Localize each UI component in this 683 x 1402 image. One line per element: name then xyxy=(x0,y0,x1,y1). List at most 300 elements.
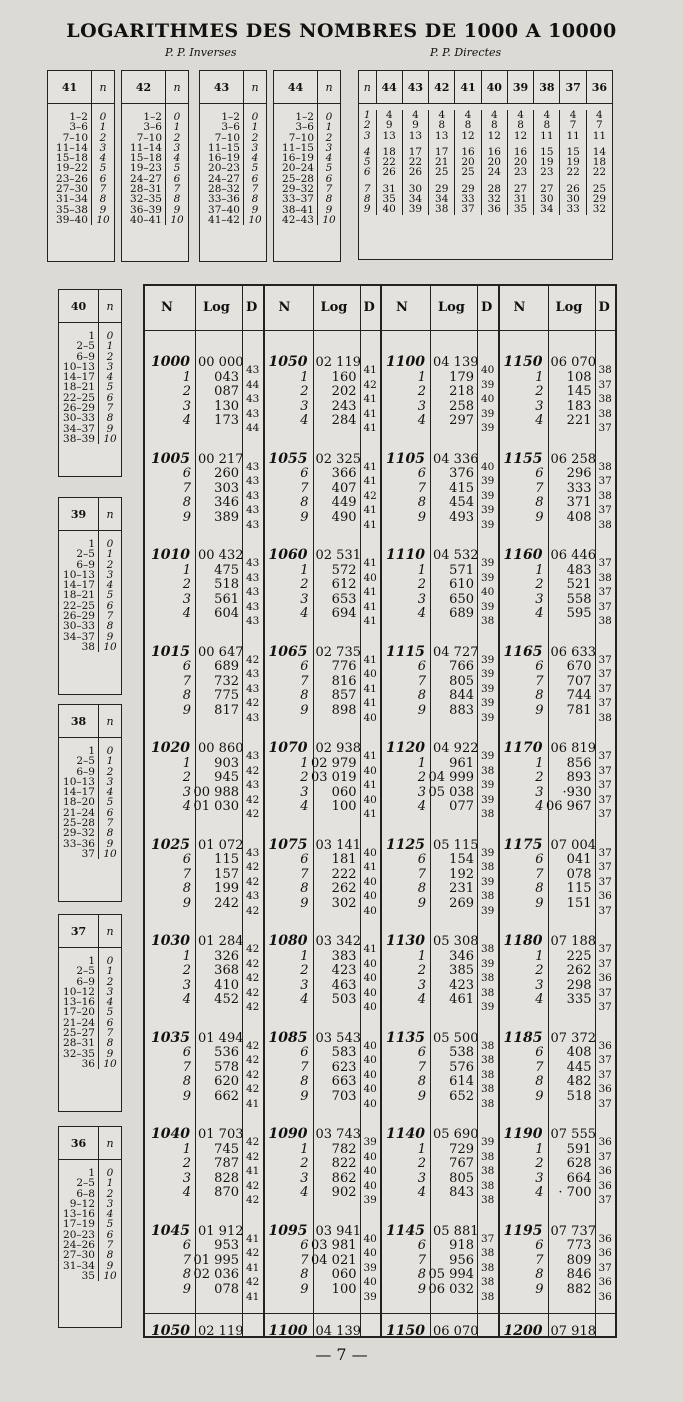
row-log: 284 xyxy=(331,413,357,428)
row-digit: 7 xyxy=(535,1252,544,1268)
diff-value: 41 xyxy=(363,653,377,666)
n-cell: 3 xyxy=(166,143,189,153)
direct-cell: 36 xyxy=(481,204,507,214)
row-log: 703 xyxy=(331,1088,357,1104)
row-digit: 3 xyxy=(417,398,426,414)
diff-value: 36 xyxy=(598,1083,612,1095)
last-log: 07 918 xyxy=(550,1324,596,1339)
header-log: Log xyxy=(438,300,465,315)
diff-value: 41 xyxy=(363,407,377,420)
range-cell: 35–38 xyxy=(56,203,88,216)
row-log: 303 xyxy=(214,480,239,496)
row-log: 269 xyxy=(449,895,474,911)
diff-value: 40 xyxy=(481,364,495,376)
group-head-log: 04 532 xyxy=(433,548,479,563)
row-digit: 3 xyxy=(182,784,191,800)
diff-value: 39 xyxy=(481,653,495,666)
row-digit: 1 xyxy=(300,562,309,578)
direct-cell: 8 xyxy=(363,193,371,206)
diff-value: 43 xyxy=(246,364,260,376)
range-cell: 38–39 xyxy=(63,432,95,445)
n-cell: 5 xyxy=(99,1219,122,1229)
box-n-label: n xyxy=(99,915,122,948)
row-digit: 6 xyxy=(182,852,191,867)
row-digit: 4 xyxy=(417,606,426,621)
range-cell: 27–30 xyxy=(56,183,88,196)
direct-cell: 4 xyxy=(402,110,428,120)
row-digit: 2 xyxy=(182,963,191,978)
direct-cell: 35 xyxy=(507,204,533,214)
n-cell: 4 xyxy=(99,997,122,1007)
diff-value: 44 xyxy=(246,378,260,391)
diff-value: 37 xyxy=(598,1097,612,1110)
direct-cell: 16 xyxy=(455,141,481,157)
row-digit: 8 xyxy=(417,495,426,510)
row-digit: 9 xyxy=(300,509,309,525)
row-log: 822 xyxy=(331,1156,357,1171)
inverse_boxes_top-box-43 xyxy=(199,70,267,262)
diff-value: 43 xyxy=(246,518,260,531)
direct-cell: 40 xyxy=(376,204,402,214)
n-cell: 7 xyxy=(92,184,115,194)
n-cell: 6 xyxy=(166,174,189,184)
box-n-label: n xyxy=(99,498,122,531)
row-log: 817 xyxy=(214,702,239,718)
direct-cell: 9 xyxy=(376,120,402,130)
header-log: Log xyxy=(320,300,348,315)
n-cell: 8 xyxy=(92,194,115,204)
diff-value: 38 xyxy=(481,861,495,873)
n-cell: 6 xyxy=(99,1230,122,1240)
range-cell: 10–13 xyxy=(63,360,95,373)
diff-value: 41 xyxy=(363,504,377,516)
range-cell: 6–9 xyxy=(76,558,95,571)
range-cell: 13–16 xyxy=(63,996,95,1009)
range-cell: 10–13 xyxy=(63,568,95,581)
direct-cell: 25 xyxy=(586,178,612,194)
row-log: 662 xyxy=(214,1088,239,1104)
range-cell: 14–17 xyxy=(63,371,95,384)
diff-value: 42 xyxy=(246,875,260,888)
row-digit: 3 xyxy=(182,591,191,607)
row-log: 242 xyxy=(214,895,239,911)
direct-head: 37 xyxy=(560,71,586,104)
n-cell: 8 xyxy=(318,194,341,204)
row-log: 623 xyxy=(331,1059,357,1075)
direct-cell: 23 xyxy=(534,167,560,177)
diff-value: 38 xyxy=(481,1261,495,1274)
row-digit: 3 xyxy=(535,398,544,414)
diff-value: 42 xyxy=(246,1247,260,1259)
inverse_boxes_side-box-36 xyxy=(58,1126,122,1328)
range-cell: 33–36 xyxy=(63,837,95,850)
row-digit: 2 xyxy=(535,770,544,785)
row-digit: 8 xyxy=(535,881,544,896)
range-cell: 6–9 xyxy=(76,350,95,363)
row-log: 463 xyxy=(331,977,357,993)
n-cell: 4 xyxy=(318,153,341,163)
direct-cell: 34 xyxy=(534,204,560,214)
group-head-number: 1085 xyxy=(268,1029,308,1046)
direct-cell: 8 xyxy=(455,120,481,130)
diff-value: 36 xyxy=(598,1179,612,1192)
row-digit: 8 xyxy=(300,495,309,510)
row-digit: 3 xyxy=(535,784,544,800)
diff-value: 41 xyxy=(363,808,377,820)
inverse_boxes_top-box-41 xyxy=(47,70,115,262)
diff-value: 40 xyxy=(363,1097,377,1110)
range-cell: 1 xyxy=(88,745,95,757)
row-log: 221 xyxy=(566,413,592,428)
row-log: 843 xyxy=(449,1185,474,1200)
row-digit: 7 xyxy=(300,480,309,496)
diff-value: 37 xyxy=(598,875,612,888)
direct-cell: 19 xyxy=(534,157,560,167)
box-head: 43 xyxy=(200,71,244,104)
range-cell: 2–5 xyxy=(76,965,95,978)
diff-value: 40 xyxy=(481,393,495,405)
row-digit: 2 xyxy=(182,1156,191,1171)
row-log: 202 xyxy=(331,384,357,399)
header-d: D xyxy=(363,300,375,315)
diff-value: 39 xyxy=(363,1290,377,1303)
diff-value: 37 xyxy=(598,750,612,762)
row-log: 423 xyxy=(449,977,474,993)
diff-value: 39 xyxy=(481,846,495,859)
n-cell: 5 xyxy=(99,590,122,600)
direct-cell: 11 xyxy=(534,131,560,141)
box-head: 44 xyxy=(274,71,318,104)
diff-value: 40 xyxy=(363,846,377,859)
diff-value: 38 xyxy=(481,1097,495,1110)
group-head-log: 05 500 xyxy=(433,1030,479,1046)
diff-value: 39 xyxy=(481,518,495,531)
group-head-number: 1075 xyxy=(268,836,308,853)
diff-value: 37 xyxy=(598,957,612,970)
diff-value: 42 xyxy=(246,1068,260,1081)
group-head-number: 1175 xyxy=(503,836,543,853)
row-log: 787 xyxy=(214,1156,239,1171)
box-head: 38 xyxy=(59,705,99,738)
row-digit: 8 xyxy=(535,1074,544,1089)
group-head-number: 1000 xyxy=(151,354,190,370)
range-cell: 1–2 xyxy=(221,111,240,123)
direct-cell: 4 xyxy=(586,110,612,120)
row-log: 766 xyxy=(449,659,474,674)
n-cell: 10 xyxy=(99,849,122,859)
diff-value: 40 xyxy=(363,986,377,999)
box-head: 41 xyxy=(48,71,92,104)
diff-value: 40 xyxy=(363,571,377,584)
range-cell: 18–21 xyxy=(63,381,95,394)
diff-value: 39 xyxy=(481,504,495,516)
range-cell: 11–15 xyxy=(282,141,314,154)
row-log: 482 xyxy=(566,1074,592,1089)
range-cell: 16–19 xyxy=(208,152,240,165)
direct-cell: 7 xyxy=(363,182,371,195)
range-cell: 13–16 xyxy=(63,1208,95,1221)
n-cell: 1 xyxy=(318,122,341,132)
row-digit: 2 xyxy=(182,577,191,592)
row-log: 335 xyxy=(566,992,592,1007)
range-cell: 1–2 xyxy=(295,111,314,123)
range-cell: 39–40 xyxy=(56,213,88,226)
box-head: 37 xyxy=(59,915,99,948)
direct-cell: 22 xyxy=(402,157,428,167)
page-number: — 7 — xyxy=(315,1345,368,1364)
direct-cell: 21 xyxy=(429,157,455,167)
direct-head: 40 xyxy=(481,71,507,104)
row-log: 389 xyxy=(214,509,239,525)
direct-cell: 34 xyxy=(429,194,455,204)
group-head-number: 1110 xyxy=(386,547,425,563)
diff-value: 38 xyxy=(481,890,495,902)
diff-value: 38 xyxy=(598,571,612,584)
group-head-number: 1125 xyxy=(386,836,425,853)
range-cell: 10–12 xyxy=(63,985,95,998)
diff-value: 36 xyxy=(598,1247,612,1259)
group-head-number: 1180 xyxy=(503,933,543,949)
n-cell: 9 xyxy=(318,205,341,215)
row-digit: 6 xyxy=(417,852,426,867)
row-log: 707 xyxy=(566,673,592,689)
row-log: 04 021 xyxy=(311,1252,357,1268)
row-log: 653 xyxy=(331,591,357,607)
diff-value: 38 xyxy=(481,1150,495,1163)
row-log: 521 xyxy=(566,577,592,592)
diff-value: 40 xyxy=(363,1232,377,1245)
range-cell: 1 xyxy=(88,955,95,967)
row-log: 732 xyxy=(214,673,239,689)
n-cell: 5 xyxy=(99,1007,122,1017)
box-n-label: n xyxy=(244,71,267,104)
n-cell: 6 xyxy=(318,174,341,184)
row-digit: 2 xyxy=(300,963,309,978)
row-digit: 3 xyxy=(417,977,426,993)
row-log: 503 xyxy=(331,992,357,1007)
direct-cell: 34 xyxy=(402,194,428,204)
row-log: 773 xyxy=(566,1238,592,1253)
row-log: 767 xyxy=(449,1156,474,1171)
direct-cell: 11 xyxy=(560,131,586,141)
diff-value: 37 xyxy=(598,943,612,955)
direct-cell: 7 xyxy=(560,120,586,130)
row-digit: 4 xyxy=(535,413,544,428)
row-log: 01 995 xyxy=(193,1252,239,1268)
row-digit: 1 xyxy=(182,1141,191,1157)
group-head-log: 01 284 xyxy=(198,934,244,949)
n-cell: 3 xyxy=(99,777,122,787)
n-cell: 10 xyxy=(99,1271,122,1281)
n-cell: 6 xyxy=(99,393,122,403)
box-n-label: n xyxy=(99,1127,122,1160)
row-log: 610 xyxy=(449,577,474,592)
n-cell: 2 xyxy=(99,560,122,570)
direct-cell: 14 xyxy=(586,141,612,157)
direct-head: 41 xyxy=(455,71,481,104)
row-log: 078 xyxy=(566,866,592,882)
direct-cell: 8 xyxy=(481,120,507,130)
row-digit: 2 xyxy=(300,770,309,785)
group-head-number: 1025 xyxy=(151,836,190,853)
range-cell: 24–27 xyxy=(208,172,240,185)
box-n-label: n xyxy=(318,71,341,104)
row-digit: 3 xyxy=(182,977,191,993)
row-log: 145 xyxy=(566,384,592,399)
row-digit: 8 xyxy=(300,688,309,703)
diff-value: 40 xyxy=(363,1039,377,1052)
diff-value: 43 xyxy=(246,557,260,569)
last-log: 06 070 xyxy=(433,1324,479,1339)
row-digit: 9 xyxy=(535,702,544,718)
row-digit: 6 xyxy=(535,466,544,481)
range-cell: 21–24 xyxy=(63,1016,95,1029)
row-digit: 2 xyxy=(182,384,191,399)
group-head-log: 06 258 xyxy=(550,451,596,467)
row-log: 518 xyxy=(214,577,239,592)
row-log: 115 xyxy=(566,881,592,896)
diff-value: 39 xyxy=(481,904,495,917)
row-digit: 1 xyxy=(182,369,191,385)
group-head-log: 04 139 xyxy=(433,355,479,370)
row-log: 181 xyxy=(331,852,357,867)
direct-cell: 31 xyxy=(376,178,402,194)
row-digit: 7 xyxy=(182,673,191,689)
direct-head: 43 xyxy=(402,71,428,104)
direct-head: 42 xyxy=(429,71,455,104)
row-digit: 9 xyxy=(535,1281,544,1297)
n-cell: 9 xyxy=(99,839,122,849)
diff-value: 41 xyxy=(246,1290,260,1303)
direct-cell: 11 xyxy=(586,131,612,141)
header-d: D xyxy=(246,300,258,315)
range-cell: 3–6 xyxy=(295,121,314,134)
row-digit: 1 xyxy=(535,1141,544,1157)
row-log: 828 xyxy=(214,1170,239,1186)
group-head-log: 04 922 xyxy=(433,741,479,756)
row-log: 775 xyxy=(214,688,239,703)
diff-value: 36 xyxy=(598,972,612,984)
n-cell: 1 xyxy=(166,122,189,132)
diff-value: 41 xyxy=(363,518,377,531)
diff-value: 39 xyxy=(481,571,495,584)
diff-value: 43 xyxy=(246,489,260,502)
diff-value: 43 xyxy=(246,750,260,762)
n-cell: 7 xyxy=(99,403,122,413)
diff-value: 37 xyxy=(598,682,612,695)
diff-value: 42 xyxy=(246,1276,260,1288)
diff-value: 37 xyxy=(598,378,612,391)
n-cell: 9 xyxy=(244,205,267,215)
direct-cell: 4 xyxy=(376,110,402,120)
range-cell: 37–40 xyxy=(208,203,240,216)
row-digit: 4 xyxy=(300,606,309,621)
group-head-log: 01 494 xyxy=(198,1030,244,1046)
diff-value: 39 xyxy=(481,407,495,420)
group-head-log: 02 735 xyxy=(315,644,361,660)
row-log: 903 xyxy=(214,755,239,771)
row-digit: 3 xyxy=(417,591,426,607)
box-head: 40 xyxy=(59,290,99,323)
direct-cell: 13 xyxy=(402,131,428,141)
direct-cell: 2 xyxy=(363,119,371,132)
row-log: 043 xyxy=(214,369,239,385)
diff-value: 37 xyxy=(598,1150,612,1163)
row-log: 536 xyxy=(214,1045,239,1060)
logarithm-table xyxy=(143,284,617,1338)
row-digit: 8 xyxy=(535,688,544,703)
row-digit: 3 xyxy=(300,398,309,414)
row-log: 225 xyxy=(566,948,592,964)
diff-value: 36 xyxy=(598,1232,612,1245)
diff-value: 39 xyxy=(481,682,495,695)
row-log: 604 xyxy=(214,606,239,621)
diff-value: 38 xyxy=(481,1165,495,1177)
n-cell: 10 xyxy=(92,215,115,225)
n-cell: 5 xyxy=(92,163,115,173)
row-digit: 2 xyxy=(535,963,544,978)
row-log: 154 xyxy=(449,852,474,867)
row-digit: 4 xyxy=(182,992,191,1007)
n-cell: 0 xyxy=(92,112,115,122)
row-digit: 4 xyxy=(182,799,191,814)
diff-value: 41 xyxy=(363,364,377,376)
row-log: 898 xyxy=(331,702,357,718)
group-head-number: 1130 xyxy=(386,933,425,949)
row-digit: 4 xyxy=(535,606,544,621)
diff-value: 38 xyxy=(481,808,495,820)
n-cell: 5 xyxy=(318,163,341,173)
row-digit: 6 xyxy=(417,1045,426,1060)
range-cell: 1 xyxy=(88,538,95,550)
row-log: 918 xyxy=(449,1238,474,1253)
row-digit: 4 xyxy=(182,1185,191,1200)
n-cell: 8 xyxy=(99,1038,122,1048)
group-head-number: 1115 xyxy=(386,643,425,660)
diff-value: 43 xyxy=(246,846,260,859)
row-log: 454 xyxy=(449,495,474,510)
row-log: 03 019 xyxy=(311,770,357,785)
direct-cell: 4 xyxy=(507,110,533,120)
diff-value: 38 xyxy=(481,1194,495,1206)
n-cell: 2 xyxy=(99,352,122,362)
row-log: 493 xyxy=(449,509,474,525)
range-cell: 1–2 xyxy=(143,111,162,123)
diff-value: 43 xyxy=(246,779,260,791)
range-cell: 20–23 xyxy=(208,162,240,175)
diff-value: 38 xyxy=(481,1083,495,1095)
row-digit: 9 xyxy=(182,1281,191,1297)
range-cell: 17–20 xyxy=(63,1006,95,1019)
n-cell: 6 xyxy=(92,174,115,184)
n-cell: 9 xyxy=(99,632,122,642)
row-digit: 1 xyxy=(300,755,309,771)
n-cell: 4 xyxy=(166,153,189,163)
n-cell: 3 xyxy=(99,362,122,372)
direct-cell: 16 xyxy=(481,141,507,157)
group-head-number: 1185 xyxy=(503,1029,543,1046)
range-cell: 33–37 xyxy=(282,193,314,206)
direct-cell: 22 xyxy=(586,167,612,177)
row-digit: 2 xyxy=(417,384,426,399)
range-cell: 25–28 xyxy=(282,172,314,185)
diff-value: 37 xyxy=(598,557,612,569)
row-log: 423 xyxy=(331,963,357,978)
row-log: ·930 xyxy=(562,784,592,800)
diff-value: 43 xyxy=(246,711,260,724)
row-digit: 7 xyxy=(417,480,426,496)
diff-value: 40 xyxy=(363,1179,377,1192)
